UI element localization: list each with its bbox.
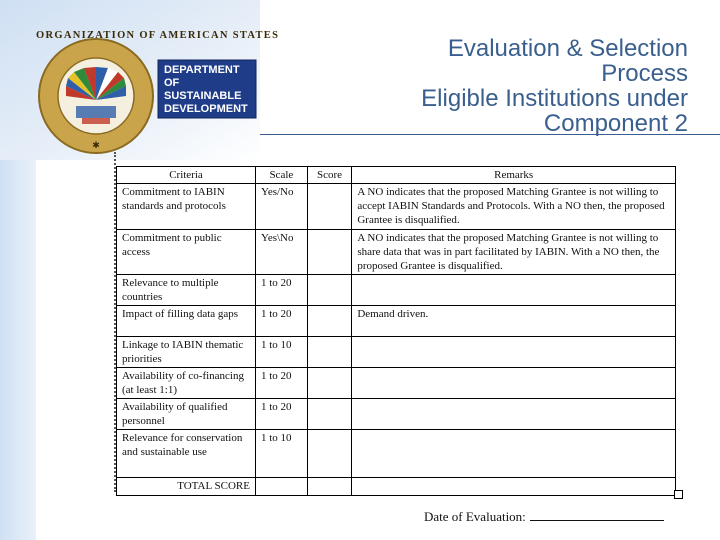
score-cell[interactable] xyxy=(307,184,352,230)
score-cell[interactable] xyxy=(307,430,352,478)
header-remarks: Remarks xyxy=(352,167,676,184)
score-cell[interactable] xyxy=(307,368,352,399)
criteria-cell: Relevance to multiple countries xyxy=(117,275,256,306)
table-row xyxy=(117,275,676,306)
remarks-cell: A NO indicates that the proposed Matching Grantee is not willing to share data that was in part facilitated by IABIN. With a NO then, the proposed Grantee is disqualified. xyxy=(352,230,676,275)
scale-cell: 1 to 10 xyxy=(255,430,307,478)
criteria-cell: Availability of qualified personnel xyxy=(117,399,256,430)
scale-cell: 1 to 20 xyxy=(255,368,307,399)
scale-cell: 1 to 20 xyxy=(255,399,307,430)
total-score-cell[interactable] xyxy=(307,478,352,496)
logo-ring-text: ORGANIZATION OF AMERICAN STATES xyxy=(36,30,280,41)
total-scale-cell xyxy=(255,478,307,496)
department-label: DEPARTMENT OF SUSTAINABLE DEVELOPMENT xyxy=(164,64,248,115)
total-remarks-cell xyxy=(352,478,676,496)
table-row xyxy=(117,230,676,275)
remarks-cell xyxy=(352,430,676,478)
score-cell[interactable] xyxy=(307,399,352,430)
title-line-2: Process xyxy=(601,60,688,87)
title-line-3: Eligible Institutions under xyxy=(421,85,688,112)
scale-cell: 1 to 10 xyxy=(255,337,307,368)
remarks-cell xyxy=(352,275,676,306)
scale-cell: Yes\No xyxy=(255,230,307,275)
date-field[interactable] xyxy=(530,508,664,521)
header-score: Score xyxy=(307,167,352,184)
table-row xyxy=(117,184,676,230)
criteria-cell: Commitment to public access xyxy=(117,230,256,275)
score-cell[interactable] xyxy=(307,230,352,275)
table-row xyxy=(117,337,676,368)
svg-text:✱: ✱ xyxy=(92,140,100,150)
remarks-cell: Demand driven. xyxy=(352,306,676,337)
date-label: Date of Evaluation: xyxy=(424,509,526,524)
scale-cell: 1 to 20 xyxy=(255,306,307,337)
slide-title xyxy=(421,36,688,136)
total-row xyxy=(117,478,676,496)
remarks-cell xyxy=(352,337,676,368)
criteria-cell: Commitment to IABIN standards and protocols xyxy=(117,184,256,230)
scale-cell: Yes/No xyxy=(255,184,307,230)
remarks-cell: A NO indicates that the proposed Matching Grantee is not willing to accept IABIN Standards and Protocols. With a NO then, the proposed Grantee is disqualified. xyxy=(352,184,676,230)
header-scale: Scale xyxy=(255,167,307,184)
score-cell[interactable] xyxy=(307,275,352,306)
remarks-cell xyxy=(352,399,676,430)
table-row xyxy=(117,430,676,478)
scale-cell: 1 to 20 xyxy=(255,275,307,306)
title-divider xyxy=(260,134,720,135)
table-row xyxy=(117,306,676,337)
resize-handle[interactable] xyxy=(674,490,683,499)
criteria-cell: Linkage to IABIN thematic priorities xyxy=(117,337,256,368)
title-line-4: Component 2 xyxy=(543,110,688,137)
score-cell[interactable] xyxy=(307,337,352,368)
table-row xyxy=(117,399,676,430)
evaluation-sheet xyxy=(116,166,676,492)
score-cell[interactable] xyxy=(307,306,352,337)
evaluation-table xyxy=(116,166,676,496)
criteria-cell: Impact of filling data gaps xyxy=(117,306,256,337)
criteria-cell: Availability of co-financing (at least 1:1) xyxy=(117,368,256,399)
evaluation-date xyxy=(424,508,664,525)
table-header-row xyxy=(117,167,676,184)
oas-logo xyxy=(36,30,280,154)
title-line-1: Evaluation & Selection xyxy=(447,35,688,62)
table-row xyxy=(117,368,676,399)
header-criteria: Criteria xyxy=(117,167,256,184)
total-score-label: TOTAL SCORE xyxy=(117,478,256,496)
criteria-cell: Relevance for conservation and sustainable use xyxy=(117,430,256,478)
remarks-cell xyxy=(352,368,676,399)
